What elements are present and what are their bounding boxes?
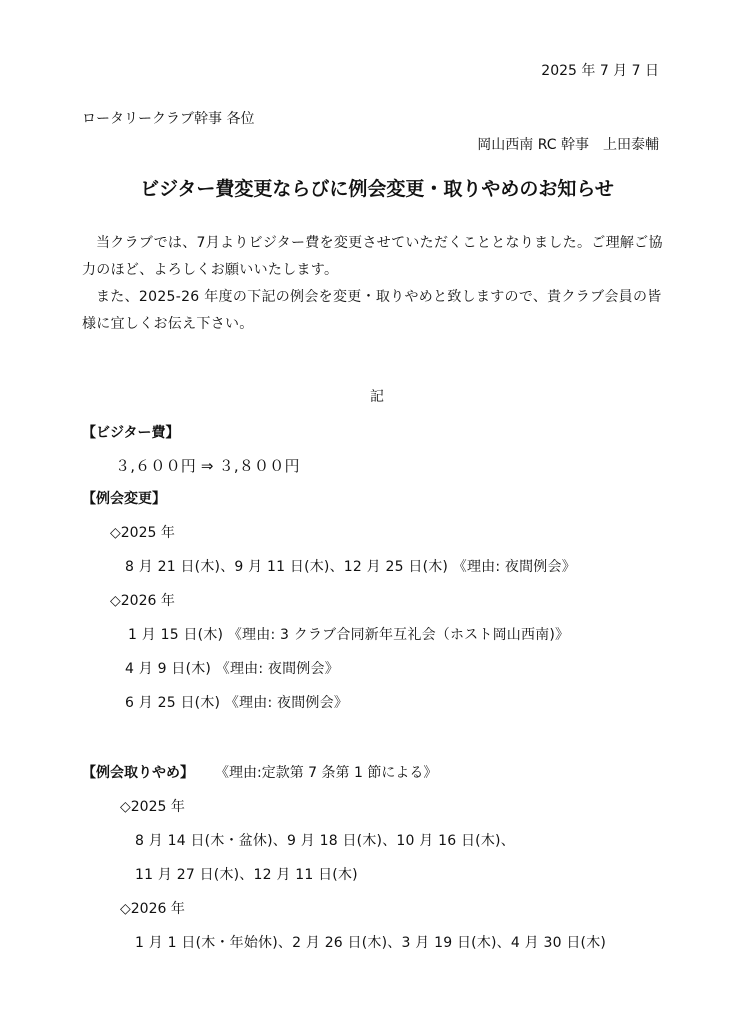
meeting-change-2026-item: 4 月 9 日(木) 《理由: 夜間例会》: [125, 661, 339, 677]
meeting-cancel-2025-item: 8 月 14 日(木・盆休)、9 月 18 日(木)、10 月 16 日(木)、: [135, 833, 515, 849]
sender: 岡山西南 RC 幹事 上田泰輔: [477, 137, 659, 153]
meeting-change-2025-label: ◇2025 年: [110, 525, 175, 541]
meeting-cancel-heading: 【例会取りやめ】: [82, 765, 194, 781]
body-paragraph-1: [82, 230, 672, 284]
meeting-cancel-2026-label: ◇2026 年: [120, 901, 185, 917]
meeting-change-2026-item: 1 月 15 日(木) 《理由: 3 クラブ合同新年互礼会（ホスト岡山西南)》: [128, 627, 570, 643]
visitor-fee-change: ３,６００円 ⇒ ３,８００円: [115, 457, 300, 475]
meeting-cancel-2026-item: 1 月 1 日(木・年始休)、2 月 26 日(木)、3 月 19 日(木)、4 月 30 日(木): [135, 935, 607, 951]
meeting-change-2026-item: 6 月 25 日(木) 《理由: 夜間例会》: [125, 695, 349, 711]
meeting-change-2026-label: ◇2026 年: [110, 593, 175, 609]
visitor-fee-heading: 【ビジター費】: [82, 425, 180, 441]
addressee: ロータリークラブ幹事 各位: [82, 111, 255, 127]
meeting-cancel-2025-label: ◇2025 年: [120, 799, 185, 815]
document-title: ビジター費変更ならびに例会変更・取りやめのお知らせ: [140, 178, 614, 200]
meeting-change-2025-item: 8 月 21 日(木)、9 月 11 日(木)、12 月 25 日(木) 《理由: 夜間例会》: [125, 559, 576, 575]
body-paragraph-2: [82, 284, 672, 338]
ki-marker: 記: [370, 389, 384, 405]
meeting-cancel-2025-item: 11 月 27 日(木)、12 月 11 日(木): [135, 867, 358, 883]
meeting-change-heading: 【例会変更】: [82, 491, 166, 507]
paragraph-1-text: 当クラブでは、7月よりビジター費を変更させていただくこととなりました。ご理解ご協力のほど、よろしくお願いいたします。: [82, 235, 663, 278]
meeting-cancel-reason: 《理由:定款第 7 条第 1 節による》: [215, 765, 438, 781]
document-date: 2025 年 7 月 7 日: [541, 63, 659, 79]
paragraph-2-text: また、2025-26 年度の下記の例会を変更・取りやめと致しますので、貴クラブ会員の皆様に宜しくお伝え下さい。: [82, 289, 662, 332]
